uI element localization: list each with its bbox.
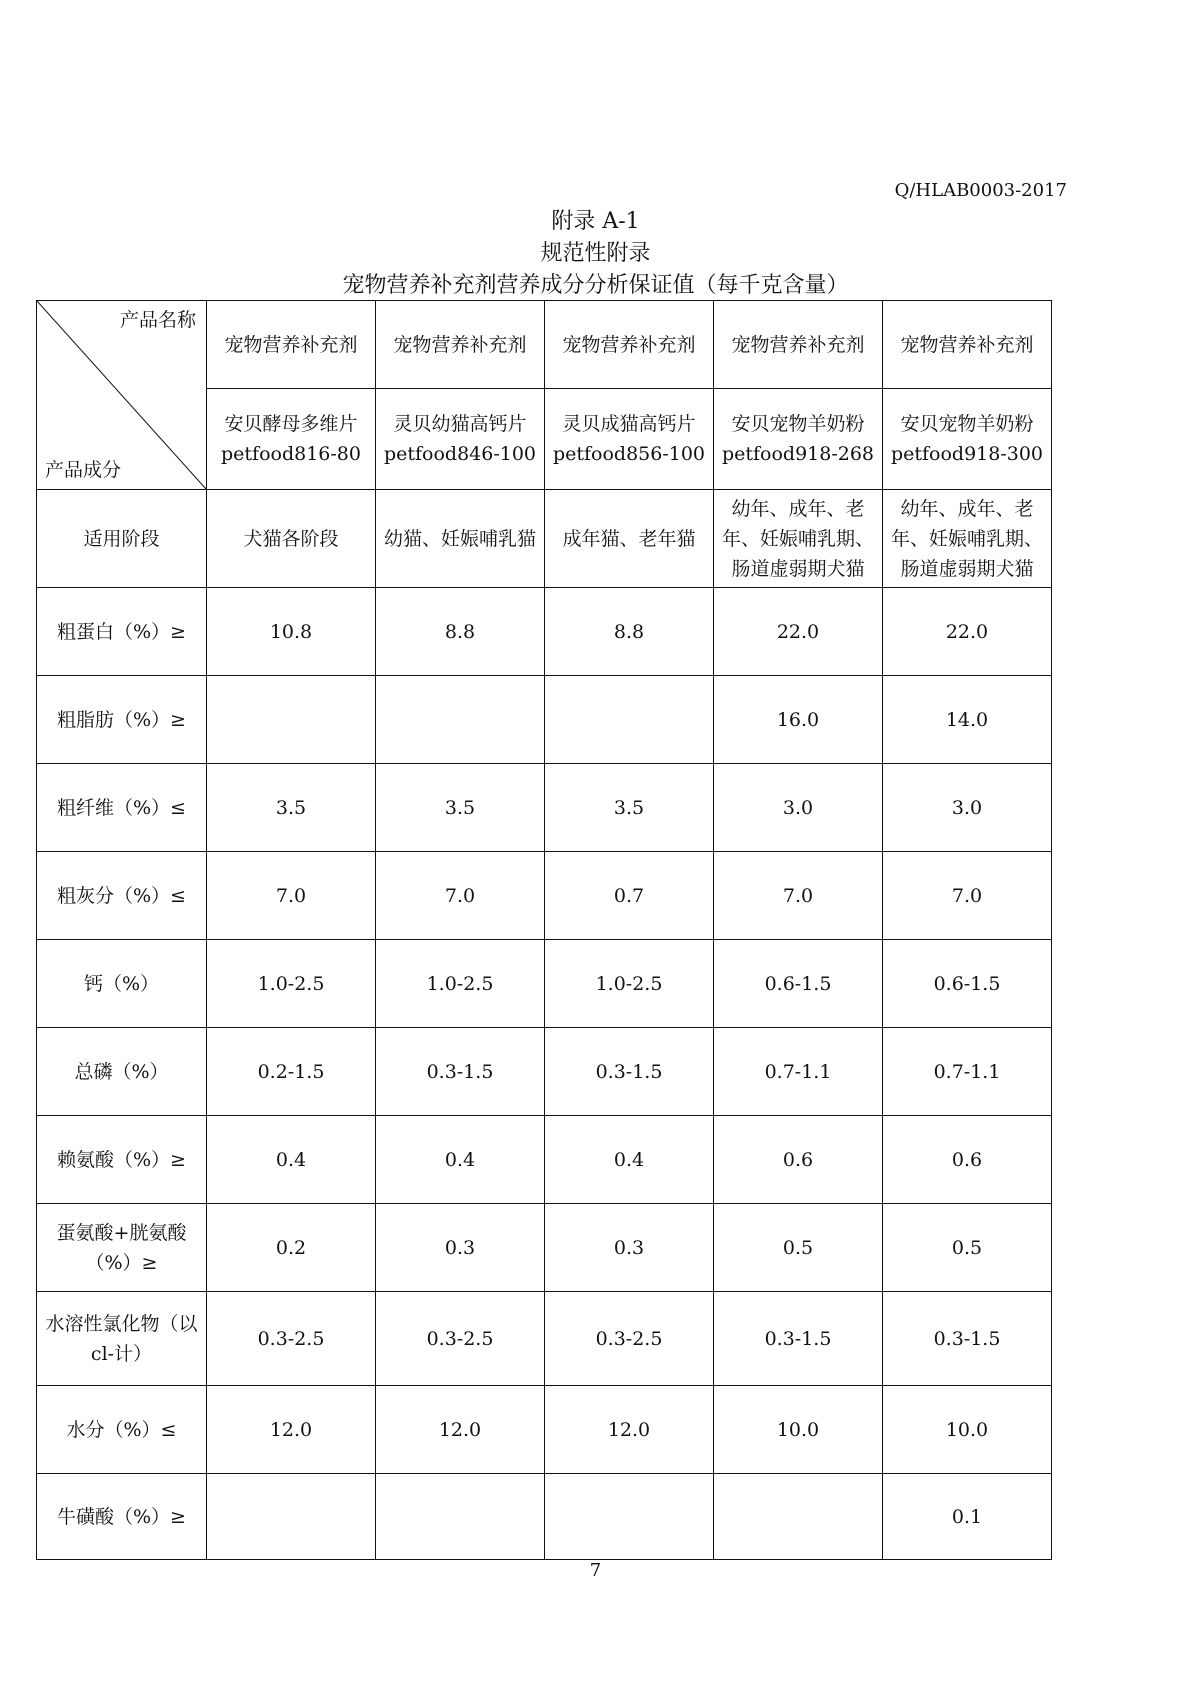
row-label: 粗灰分（%）≤ xyxy=(37,852,207,940)
table-row-category xyxy=(37,301,1052,389)
value-cell: 1.0-2.5 xyxy=(376,940,545,1028)
value-cell: 7.0 xyxy=(714,852,883,940)
product-name: 灵贝成猫高钙片 xyxy=(562,413,696,435)
value-cell: 0.5 xyxy=(883,1204,1052,1292)
category-cell: 宠物营养补充剂 xyxy=(883,301,1052,389)
value-cell: 0.2 xyxy=(207,1204,376,1292)
product-name: 安贝宠物羊奶粉 xyxy=(731,413,865,435)
category-cell: 宠物营养补充剂 xyxy=(545,301,714,389)
corner-product-name-label: 产品名称 xyxy=(119,309,196,331)
value-cell: 22.0 xyxy=(714,588,883,676)
table-row xyxy=(37,676,1052,764)
value-cell xyxy=(714,1474,883,1560)
product-code: petfood816-80 xyxy=(221,443,361,465)
value-cell: 3.0 xyxy=(883,764,1052,852)
value-cell: 3.0 xyxy=(714,764,883,852)
value-cell: 0.6 xyxy=(714,1116,883,1204)
normative-title: 规范性附录 xyxy=(540,241,651,266)
value-cell: 0.6 xyxy=(883,1116,1052,1204)
product-code: petfood918-300 xyxy=(890,443,1044,465)
product-cell xyxy=(376,389,545,490)
value-cell: 0.3-1.5 xyxy=(376,1028,545,1116)
value-cell: 0.3-1.5 xyxy=(545,1028,714,1116)
value-cell: 8.8 xyxy=(545,588,714,676)
value-cell: 12.0 xyxy=(376,1386,545,1474)
value-cell: 0.4 xyxy=(207,1116,376,1204)
row-label: 适用阶段 xyxy=(37,490,207,588)
appendix-title: 附录 A-1 xyxy=(551,209,640,234)
value-cell: 0.3-2.5 xyxy=(545,1292,714,1386)
page-number: 7 xyxy=(589,1560,602,1581)
value-cell xyxy=(545,676,714,764)
value-cell: 0.3-2.5 xyxy=(376,1292,545,1386)
value-cell: 0.7-1.1 xyxy=(714,1028,883,1116)
value-cell: 1.0-2.5 xyxy=(545,940,714,1028)
row-label: 水溶性氯化物（以 cl-计） xyxy=(37,1292,207,1386)
product-code: petfood846-100 xyxy=(383,443,537,465)
table-row xyxy=(37,1474,1052,1560)
row-label: 总磷（%） xyxy=(37,1028,207,1116)
row-label: 蛋氨酸+胱氨酸（%）≥ xyxy=(37,1204,207,1292)
table-row xyxy=(37,1292,1052,1386)
value-cell: 0.7-1.1 xyxy=(883,1028,1052,1116)
row-label: 赖氨酸（%）≥ xyxy=(37,1116,207,1204)
table-row xyxy=(37,588,1052,676)
value-cell: 0.3-1.5 xyxy=(714,1292,883,1386)
product-cell xyxy=(545,389,714,490)
stage-cell: 幼猫、妊娠哺乳猫 xyxy=(376,490,545,588)
value-cell: 10.0 xyxy=(714,1386,883,1474)
value-cell: 0.6-1.5 xyxy=(883,940,1052,1028)
table-row xyxy=(37,1116,1052,1204)
category-cell: 宠物营养补充剂 xyxy=(376,301,545,389)
value-cell xyxy=(207,1474,376,1560)
stage-cell: 成年猫、老年猫 xyxy=(545,490,714,588)
product-code: petfood918-268 xyxy=(721,443,875,465)
product-code: petfood856-100 xyxy=(552,443,706,465)
title-block xyxy=(0,206,1191,302)
value-cell: 12.0 xyxy=(207,1386,376,1474)
row-label: 粗纤维（%）≤ xyxy=(37,764,207,852)
value-cell: 12.0 xyxy=(545,1386,714,1474)
table-row-stage xyxy=(37,490,1052,588)
row-label: 水分（%）≤ xyxy=(37,1386,207,1474)
product-name: 安贝酵母多维片 xyxy=(224,413,358,435)
row-label: 牛磺酸（%）≥ xyxy=(37,1474,207,1560)
value-cell: 3.5 xyxy=(545,764,714,852)
value-cell: 8.8 xyxy=(376,588,545,676)
nutrient-table xyxy=(36,300,1052,1560)
row-label: 粗蛋白（%）≥ xyxy=(37,588,207,676)
value-cell xyxy=(376,1474,545,1560)
value-cell: 7.0 xyxy=(883,852,1052,940)
product-cell xyxy=(714,389,883,490)
value-cell: 3.5 xyxy=(207,764,376,852)
value-cell: 14.0 xyxy=(883,676,1052,764)
value-cell xyxy=(545,1474,714,1560)
table-row xyxy=(37,1386,1052,1474)
value-cell: 0.2-1.5 xyxy=(207,1028,376,1116)
value-cell: 0.6-1.5 xyxy=(714,940,883,1028)
value-cell: 0.3 xyxy=(545,1204,714,1292)
corner-header-cell xyxy=(37,301,207,490)
value-cell: 3.5 xyxy=(376,764,545,852)
table-row xyxy=(37,852,1052,940)
value-cell: 10.8 xyxy=(207,588,376,676)
category-cell: 宠物营养补充剂 xyxy=(714,301,883,389)
value-cell: 0.4 xyxy=(376,1116,545,1204)
stage-cell: 犬猫各阶段 xyxy=(207,490,376,588)
table-row xyxy=(37,940,1052,1028)
document-code: Q/HLAB0003-2017 xyxy=(894,180,1067,201)
value-cell: 16.0 xyxy=(714,676,883,764)
product-name: 灵贝幼猫高钙片 xyxy=(393,413,527,435)
table-row xyxy=(37,1204,1052,1292)
row-label: 粗脂肪（%）≥ xyxy=(37,676,207,764)
category-cell: 宠物营养补充剂 xyxy=(207,301,376,389)
value-cell: 0.4 xyxy=(545,1116,714,1204)
value-cell: 0.1 xyxy=(883,1474,1052,1560)
table-row xyxy=(37,764,1052,852)
product-name: 安贝宠物羊奶粉 xyxy=(900,413,1034,435)
value-cell: 0.3-1.5 xyxy=(883,1292,1052,1386)
value-cell: 7.0 xyxy=(376,852,545,940)
value-cell xyxy=(376,676,545,764)
value-cell: 7.0 xyxy=(207,852,376,940)
product-cell xyxy=(883,389,1052,490)
stage-cell: 幼年、成年、老年、妊娠哺乳期、肠道虚弱期犬猫 xyxy=(883,490,1052,588)
value-cell: 1.0-2.5 xyxy=(207,940,376,1028)
stage-cell: 幼年、成年、老年、妊娠哺乳期、肠道虚弱期犬猫 xyxy=(714,490,883,588)
value-cell: 22.0 xyxy=(883,588,1052,676)
value-cell: 10.0 xyxy=(883,1386,1052,1474)
value-cell: 0.7 xyxy=(545,852,714,940)
table-title: 宠物营养补充剂营养成分分析保证值（每千克含量） xyxy=(342,273,849,298)
value-cell: 0.3 xyxy=(376,1204,545,1292)
product-cell xyxy=(207,389,376,490)
value-cell: 0.5 xyxy=(714,1204,883,1292)
corner-ingredient-label: 产品成分 xyxy=(45,459,122,481)
row-label: 钙（%） xyxy=(37,940,207,1028)
value-cell: 0.3-2.5 xyxy=(207,1292,376,1386)
value-cell xyxy=(207,676,376,764)
table-row xyxy=(37,1028,1052,1116)
